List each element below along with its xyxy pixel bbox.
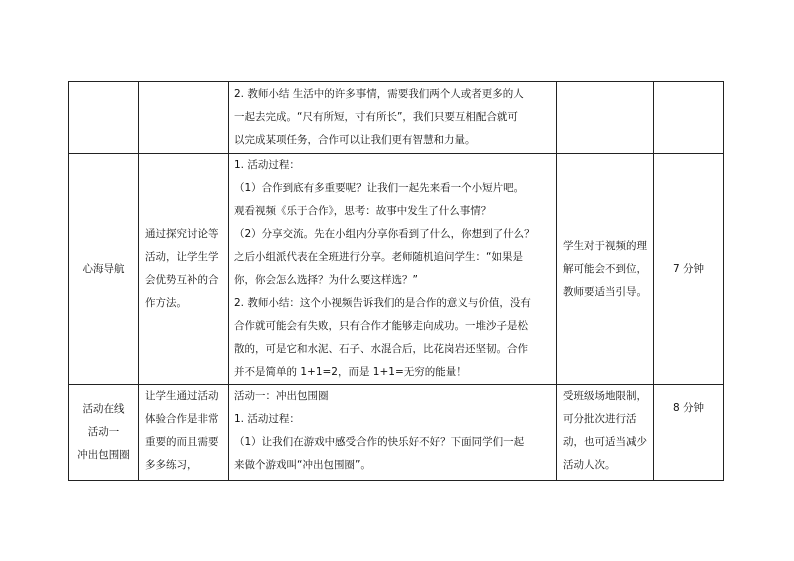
content-line: 你，你会怎么选择？为什么要这样选？” xyxy=(234,274,418,286)
content-line: 合作就可能会有失败，只有合作才能够走向成功。一堆沙子是松 xyxy=(234,320,528,332)
stage-cell xyxy=(69,82,139,154)
content-line: 散的，可是它和水泥、石子、水混合后，比花岗岩还坚韧。合作 xyxy=(234,343,528,355)
content-line: 1. 活动过程： xyxy=(234,159,300,171)
content-line: （2）分享交流。先在小组内分享你看到了什么，你想到了什么？ xyxy=(234,228,535,240)
content-cell xyxy=(229,385,557,481)
content-cell xyxy=(229,82,557,154)
content-line: 之后小组派代表在全班进行分享。老师随机追问学生：“如果是 xyxy=(234,251,523,263)
time-cell: 7 分钟 xyxy=(654,154,724,385)
content-line: （1）让我们在游戏中感受合作的快乐好不好？下面同学们一起 xyxy=(234,436,525,448)
lesson-plan-table xyxy=(68,81,724,481)
note-cell: 受班级场地限制，可分批次进行活动，也可适当减少活动人次。 xyxy=(557,385,654,481)
goal-cell xyxy=(139,82,229,154)
content-cell xyxy=(229,154,557,385)
stage-cell: 心海导航 xyxy=(69,154,139,385)
table-row xyxy=(69,154,724,385)
time-cell xyxy=(654,82,724,154)
content-line: 2. 教师小结：这个小视频告诉我们的是合作的意义与价值，没有 xyxy=(234,297,531,309)
content-line: 并不是简单的 1+1=2，而是 1+1=无穷的能量！ xyxy=(234,366,467,378)
content-line: 活动一：冲出包围圈 xyxy=(234,390,329,402)
goal-cell: 让学生通过活动体验合作是非常重要的而且需要多多练习， xyxy=(139,385,229,481)
content-line: 来做个游戏叫“冲出包围圈”。 xyxy=(234,459,371,471)
stage-line: 活动在线 xyxy=(82,403,125,415)
note-cell: 学生对于视频的理解可能会不到位，教师要适当引导。 xyxy=(557,154,654,385)
stage-line: 活动一 xyxy=(87,426,120,438)
stage-line: 冲出包围圈 xyxy=(77,449,130,461)
content-line: 2. 教师小结 生活中的许多事情，需要我们两个人或者更多的人 xyxy=(234,88,524,100)
goal-cell: 通过探究讨论等活动，让学生学会优势互补的合作方法。 xyxy=(139,154,229,385)
table-row xyxy=(69,385,724,481)
stage-cell xyxy=(69,385,139,481)
content-line: （1）合作到底有多重要呢？让我们一起先来看一个小短片吧。 xyxy=(234,182,525,194)
time-cell: 8 分钟 xyxy=(654,385,724,481)
content-line: 以完成某项任务，合作可以让我们更有智慧和力量。 xyxy=(234,134,476,146)
note-cell xyxy=(557,82,654,154)
table-row xyxy=(69,82,724,154)
content-line: 1. 活动过程： xyxy=(234,413,300,425)
content-line: 一起去完成。“尺有所短，寸有所长”，我们只要互相配合就可 xyxy=(234,111,518,123)
content-line: 观看视频《乐于合作》，思考：故事中发生了什么事情？ xyxy=(234,205,492,217)
